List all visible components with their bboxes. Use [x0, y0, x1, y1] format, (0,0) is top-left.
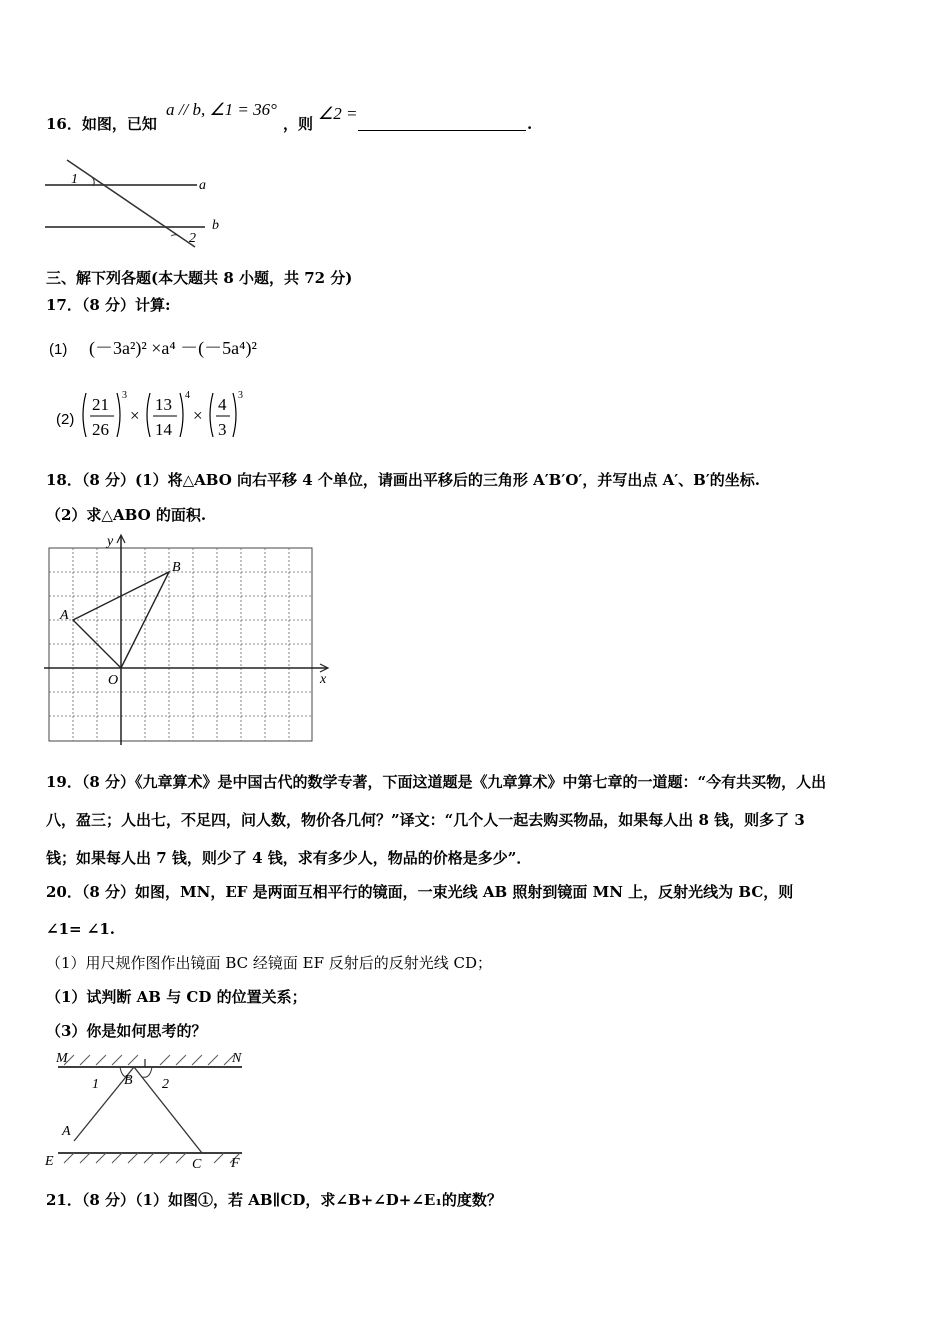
- q20-part2: （1）试判断 AB 与 CD 的位置关系；: [46, 988, 307, 1006]
- q17-times-2: ×: [193, 406, 203, 425]
- q17-times-1: ×: [130, 406, 140, 425]
- q17-frac1-exp: 3: [122, 390, 127, 401]
- section3-title: 三、解下列各题(本大题共 8 小题，共 72 分): [46, 269, 353, 287]
- q17-frac2-num: 13: [155, 395, 172, 414]
- q18-y-axis-label: y: [107, 534, 114, 549]
- q20-line2: ∠1= ∠1.: [46, 920, 116, 938]
- q20-angle-2-label: 2: [162, 1077, 169, 1092]
- q20-label-n: N: [232, 1051, 242, 1066]
- q18-origin-label: O: [108, 673, 119, 688]
- q20-label-c: C: [192, 1157, 202, 1172]
- q17-part1-expression: (－3a²)² ×a⁴ －(－5a⁴)²: [89, 338, 257, 358]
- q20-part3: （3）你是如何思考的？: [46, 1022, 207, 1040]
- q17-frac2-exp: 4: [185, 390, 190, 401]
- q20-angle-1-label: 1: [92, 1077, 99, 1092]
- q18-line1: 18．（8 分）(1）将△ABO 向右平移 4 个单位，请画出平移后的三角形 A′B′O′，并写出点 A′、B′的坐标.: [46, 471, 761, 489]
- q20-line1: 20．（8 分）如图，MN，EF 是两面互相平行的镜面，一束光线 AB 照射到镜面 MN 上，反射光线为 BC，则: [46, 883, 794, 901]
- q20-label-a: A: [62, 1124, 71, 1139]
- q19-line2: 八，盈三；人出七，不足四，问人数，物价各几何？”译文：“几个人一起去购买物品，如果每人出 8 钱，则多了 3: [46, 811, 805, 829]
- q16-prefix: 16．如图，已知: [46, 115, 157, 133]
- q17-stem: 17．（8 分）计算:: [46, 296, 171, 314]
- q16-middle: ，则: [283, 115, 314, 133]
- q18-point-b-label: B: [172, 560, 181, 575]
- q16-ask: ∠2 =: [318, 104, 358, 123]
- q17-frac3-exp: 3: [238, 390, 243, 401]
- q20-part1: （1）用尺规作图作出镜面 BC 经镜面 EF 反射后的反射光线 CD；: [46, 954, 493, 972]
- q17-frac1-num: 21: [92, 395, 109, 414]
- q20-mirror-figure: [42, 1048, 257, 1173]
- q16-figure: [40, 155, 230, 250]
- q17-frac3-den: 3: [218, 420, 227, 439]
- q20-label-m: M: [56, 1051, 68, 1066]
- q21-line1: 21．（8 分）（1）如图①，若 AB∥CD，求∠B+∠D+∠E₁的度数？: [46, 1191, 502, 1209]
- q16-angle-2-label: 2: [189, 231, 196, 246]
- q17-frac2-den: 14: [155, 420, 172, 439]
- q20-label-f: F: [231, 1156, 240, 1171]
- q19-line3: 钱；如果每人出 7 钱，则少了 4 钱，求有多少人，物品的价格是多少”．: [46, 849, 532, 867]
- q18-line2: （2）求△ABO 的面积.: [46, 506, 207, 524]
- q17-part1-label: (1): [49, 341, 68, 358]
- q20-label-e: E: [45, 1154, 54, 1169]
- q17-part2-label: (2): [56, 411, 75, 428]
- q17-part2-expression: [80, 388, 255, 446]
- q16-condition: a // b, ∠1 = 36°: [166, 100, 277, 119]
- q16-line-a-label: a: [199, 178, 206, 193]
- q16-line-b-label: b: [212, 218, 219, 233]
- q18-point-a-label: A: [60, 608, 69, 623]
- q17-frac1-den: 26: [92, 420, 109, 439]
- q17-frac3-num: 4: [218, 395, 227, 414]
- q16-end: .: [527, 115, 533, 133]
- q19-line1: 19．（8 分）《九章算术》是中国古代的数学专著，下面这道题是《九章算术》中第七章的一道题：“今有共买物，人出: [46, 773, 827, 791]
- q16-answer-blank[interactable]: [358, 130, 526, 131]
- q16-angle-1-label: 1: [71, 172, 78, 187]
- q18-x-axis-label: x: [320, 672, 327, 687]
- q18-grid-figure: [44, 533, 334, 748]
- q20-label-b: B: [124, 1073, 133, 1088]
